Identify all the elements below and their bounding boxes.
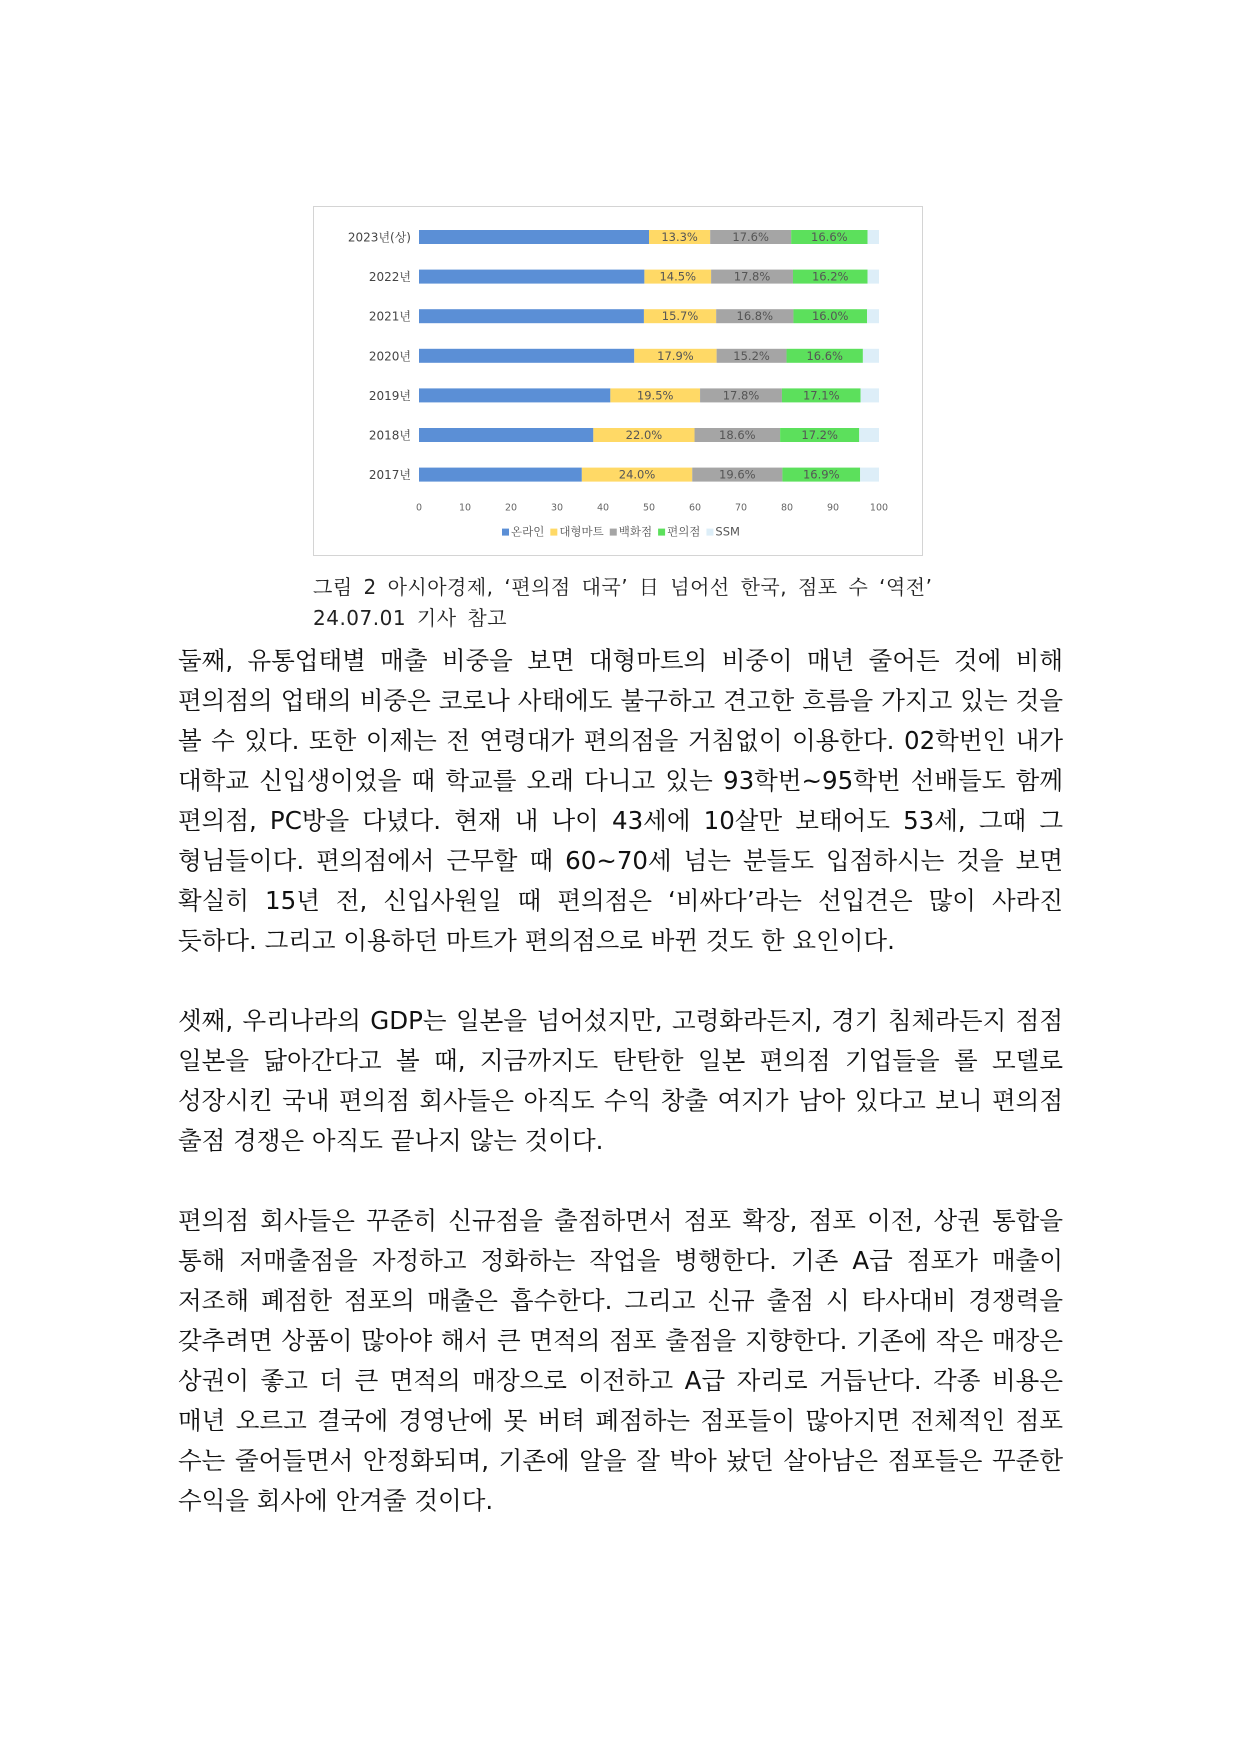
x-tick-label: 60 [688, 502, 702, 514]
category-label: 2018년 [368, 428, 411, 443]
data-label: 17.9% [657, 348, 694, 363]
data-label: 18.6% [719, 428, 756, 442]
data-label: 14.5% [659, 269, 697, 284]
bar-segment [860, 468, 879, 482]
data-label: 17.1% [802, 388, 840, 403]
figure-chart [313, 206, 923, 556]
bar-segment [867, 309, 879, 323]
legend-entry: 온라인 [511, 524, 545, 539]
data-label: 13.3% [661, 230, 698, 244]
data-label: 15.7% [661, 309, 699, 324]
x-tick-label: 80 [780, 502, 794, 514]
x-tick-label: 70 [734, 502, 748, 514]
legend-entry: 대형마트 [559, 524, 604, 539]
paragraph-1: 둘째, 유통업태별 매출 비중을 보면 대형마트의 비중이 매년 줄어든 것에 비해 편의점의 업태의 비중은 코로나 사태에도 불구하고 견고한 흐름을 가지고 있는 것을 볼 수 있다. 또한 이제는 전 연령대가 편의점을 거침없이 이용한다. 02학번인 내가 대학교 신입생이었을 때 학교를 오래 다니고 있는 93학번~95학번 선배들도 함께 편의점, PC방을 다녔다. 현재 내 나이 43세에 10살만 보태어도 53세, 그때 그 형님들이다. 편의점에서 근무할 때 60~70세 넘는 분들도 입점하시는 것을 보면 확실히 15년 전, 신입사원일 때 편의점은 ‘비싸다’라는 선입견은 많이 사라진 듯하다. 그리고 이용하던 마트가 편의점으로 바뀐 것도 한 요인이다. [178, 646, 1063, 955]
data-label: 17.8% [722, 388, 760, 403]
data-label: 17.2% [801, 428, 838, 442]
bar-segment [419, 230, 649, 244]
x-tick-label: 90 [826, 502, 840, 514]
bar-segment [868, 270, 880, 284]
bar-segment [863, 349, 879, 363]
bar-segment [419, 428, 593, 442]
body-text [178, 641, 1063, 1521]
caption-line-2: 24.07.01 기사 참고 [313, 606, 508, 630]
legend-swatch [550, 529, 557, 536]
stacked-bar-chart [314, 207, 924, 557]
x-tick-label: 30 [550, 502, 564, 514]
data-label: 24.0% [618, 467, 656, 482]
data-label: 16.8% [736, 309, 774, 324]
x-tick-label: 40 [596, 502, 610, 514]
bar-segment [868, 230, 880, 244]
paragraph-3: 편의점 회사들은 꾸준히 신규점을 출점하면서 점포 확장, 점포 이전, 상권 통합을 통해 저매출점을 자정하고 정화하는 작업을 병행한다. 기존 A급 점포가 매출이 저조해 폐점한 점포의 매출은 흡수한다. 그리고 신규 출점 시 타사대비 경쟁력을 갖추려면 상품이 많아야 해서 큰 면적의 점포 출점을 지향한다. 기존에 작은 매장은 상권이 좋고 더 큰 면적의 매장으로 이전하고 A급 자리로 거듭난다. 각종 비용은 매년 오르고 결국에 경영난에 못 버텨 폐점하는 점포들이 많아지면 전체적인 점포 수는 줄어들면서 안정화되며, 기존에 알을 잘 박아 놨던 살아남은 점포들은 꾸준한 수익을 회사에 안겨줄 것이다. [178, 1206, 1063, 1515]
figure-caption [313, 572, 973, 634]
caption-line-1: 그림 2 아시아경제, ‘편의점 대국’ 日 넘어선 한국, 점포 수 ‘역전’ [313, 575, 933, 599]
legend-entry: 편의점 [667, 524, 701, 539]
data-label: 19.6% [719, 467, 756, 482]
data-label: 17.6% [732, 230, 769, 244]
data-label: 15.2% [733, 348, 770, 363]
legend-entry: 백화점 [618, 524, 653, 539]
paragraph-2: 셋째, 우리나라의 GDP는 일본을 넘어섰지만, 고령화라든지, 경기 침체라든지 점점 일본을 닮아간다고 볼 때, 지금까지도 탄탄한 일본 편의점 기업들을 롤 모델로 성장시킨 국내 편의점 회사들은 아직도 수익 창출 여지가 남아 있다고 보니 편의점 출점 경쟁은 아직도 끝나지 않는 것이다. [178, 1006, 1063, 1155]
category-label: 2023년(상) [347, 230, 411, 245]
data-label: 22.0% [625, 428, 663, 442]
category-label: 2021년 [368, 309, 411, 324]
x-tick-label: 50 [642, 502, 656, 514]
legend-swatch [610, 529, 617, 536]
legend-swatch [502, 529, 509, 536]
bar-segment [419, 309, 644, 323]
bar-segment [419, 349, 634, 363]
x-tick-label: 0 [415, 502, 423, 514]
legend-swatch [658, 529, 665, 536]
data-label: 16.6% [811, 230, 848, 244]
category-label: 2017년 [368, 468, 411, 483]
legend-swatch [706, 529, 713, 536]
data-label: 19.5% [636, 388, 674, 403]
data-label: 17.8% [733, 269, 771, 284]
x-tick-label: 20 [504, 502, 518, 514]
data-label: 16.9% [802, 467, 840, 482]
x-tick-label: 10 [458, 502, 472, 514]
legend-entry: SSM [715, 524, 740, 539]
category-label: 2022년 [368, 270, 411, 285]
x-tick-label: 100 [869, 502, 889, 514]
category-label: 2019년 [368, 388, 411, 403]
bar-segment [419, 270, 644, 284]
bar-segment [419, 468, 582, 482]
bar-segment [419, 388, 610, 402]
bar-segment [859, 428, 879, 442]
data-label: 16.2% [811, 269, 849, 284]
category-label: 2020년 [368, 349, 411, 364]
data-label: 16.0% [811, 309, 849, 324]
bar-segment [861, 388, 879, 402]
data-label: 16.6% [806, 348, 843, 363]
